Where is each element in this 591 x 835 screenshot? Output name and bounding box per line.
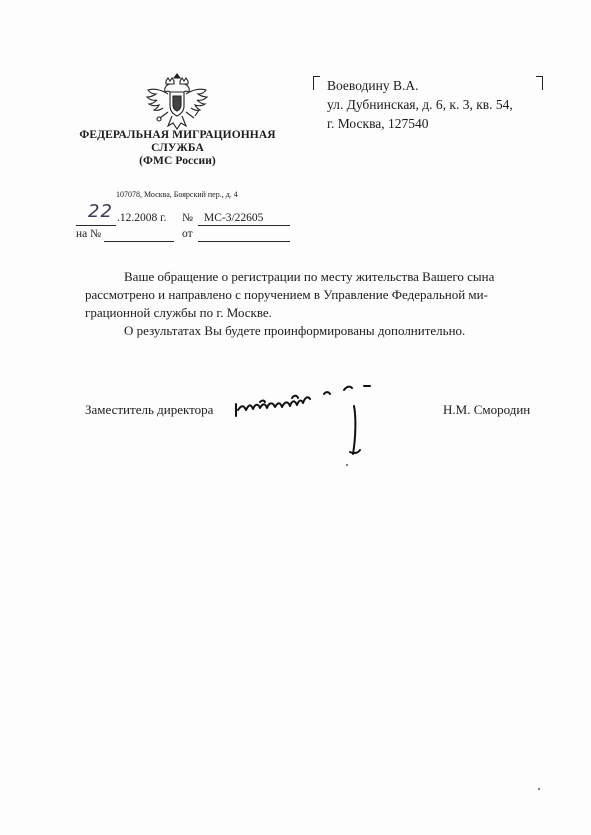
reply-reference	[76, 227, 296, 243]
addressee-city: г. Москва, 127540	[327, 116, 429, 131]
body-paragraph-1-line-2: рассмотрено и направлено с поручением в Управление Федеральной ми-	[85, 287, 488, 302]
body-paragraph-1-line-1: Ваше обращение о регистрации по месту жительства Вашего сына	[124, 269, 495, 284]
agency-name-line-1: ФЕДЕРАЛЬНАЯ МИГРАЦИОННАЯ	[79, 129, 276, 141]
scan-speck	[538, 788, 540, 790]
addressee-name: Воеводину В.А.	[327, 78, 419, 93]
body-paragraph-2: О результатах Вы будете проинформированы дополнительно.	[124, 323, 466, 338]
reply-to-label: на №	[76, 228, 102, 240]
number-label: №	[182, 212, 193, 224]
number-underline	[198, 225, 290, 226]
date-month-year: .12.2008 г.	[117, 212, 167, 224]
agency-address: 107078, Москва, Боярский пер., д. 4	[116, 190, 238, 199]
date-day-underline	[76, 225, 116, 226]
signer-title: Заместитель директора	[85, 402, 214, 417]
addressee-street: ул. Дубнинская, д. 6, к. 3, кв. 54,	[327, 97, 513, 112]
reply-number-underline	[104, 241, 174, 242]
coat-of-arms-icon	[144, 72, 210, 134]
agency-short-name: (ФМС России)	[139, 155, 216, 167]
addressee-block	[313, 76, 545, 138]
address-corner-mark-right	[536, 76, 543, 90]
agency-header	[60, 129, 295, 168]
from-label: от	[182, 228, 193, 240]
registration-date-number	[76, 201, 296, 227]
handwritten-signature	[232, 380, 382, 470]
handwritten-day: 22	[88, 201, 113, 222]
scan-speck	[346, 464, 348, 466]
signer-name: Н.М. Смородин	[443, 402, 531, 417]
address-corner-mark-left	[313, 76, 320, 90]
body-paragraph-1-line-3: грационной службы по г. Москве.	[85, 305, 272, 320]
agency-name-line-2: СЛУЖБА	[151, 142, 204, 154]
reply-date-underline	[198, 241, 290, 242]
registration-number: МС-3/22605	[204, 212, 264, 224]
